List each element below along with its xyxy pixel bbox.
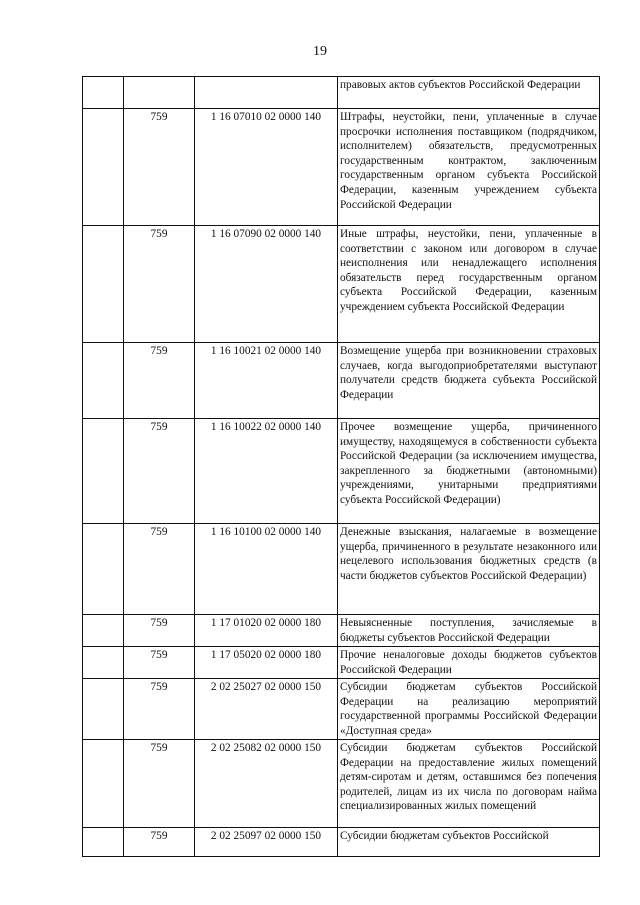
empty-cell [83, 419, 124, 524]
kbk-code-cell: 1 16 10100 02 0000 140 [195, 524, 338, 615]
table-row [83, 679, 600, 740]
admin-code-cell: 759 [124, 419, 195, 524]
empty-cell [83, 740, 124, 828]
budget-revenue-table [82, 76, 600, 857]
kbk-code-cell [195, 77, 338, 109]
admin-code-cell [124, 77, 195, 109]
revenue-name-cell: правовых актов субъектов Российской Федерации [338, 77, 600, 109]
revenue-name-cell: Субсидии бюджетам субъектов Российской Федерации на предоставление жилых помещений детям-сиротам и детям, оставшимся без попечения родителей, лицам из их числа по договорам найма специализированных жилых помещений [338, 740, 600, 828]
revenue-name-cell: Субсидии бюджетам субъектов Российской [338, 828, 600, 857]
empty-cell [83, 109, 124, 226]
table-row [83, 740, 600, 828]
revenue-name-cell: Денежные взыскания, налагаемые в возмещение ущерба, причиненного в результате незаконного или нецелевого использования бюджетных средств (в части бюджетов субъектов Российской Федерации) [338, 524, 600, 615]
admin-code-cell: 759 [124, 109, 195, 226]
kbk-code-cell: 2 02 25027 02 0000 150 [195, 679, 338, 740]
admin-code-cell: 759 [124, 679, 195, 740]
empty-cell [83, 647, 124, 679]
admin-code-cell: 759 [124, 226, 195, 343]
revenue-name-cell: Прочее возмещение ущерба, причиненного имуществу, находящемуся в собственности субъекта Российской Федерации (за исключением имущества, закрепленного за бюджетными (автономными) учреждениями, унитарными предприятиями субъекта Российской Федерации) [338, 419, 600, 524]
revenue-name-cell: Иные штрафы, неустойки, пени, уплаченные в соответствии с законом или договором в случае неисполнения или ненадлежащего исполнения обязательств перед государственным органом субъекта Российской Федерации, казенным учреждением субъекта Российской Федерации [338, 226, 600, 343]
admin-code-cell: 759 [124, 615, 195, 647]
table-row [83, 419, 600, 524]
kbk-code-cell: 1 16 10021 02 0000 140 [195, 343, 338, 419]
empty-cell [83, 615, 124, 647]
empty-cell [83, 679, 124, 740]
table-row [83, 77, 600, 109]
table-row [83, 343, 600, 419]
empty-cell [83, 828, 124, 857]
admin-code-cell: 759 [124, 524, 195, 615]
revenue-name-cell: Субсидии бюджетам субъектов Российской Федерации на реализацию мероприятий государственной программы Российской Федерации «Доступная среда» [338, 679, 600, 740]
kbk-code-cell: 1 16 07010 02 0000 140 [195, 109, 338, 226]
table-row [83, 615, 600, 647]
kbk-code-cell: 1 17 01020 02 0000 180 [195, 615, 338, 647]
table-row [83, 647, 600, 679]
page-number: 19 [313, 44, 327, 59]
kbk-code-cell: 1 17 05020 02 0000 180 [195, 647, 338, 679]
admin-code-cell: 759 [124, 828, 195, 857]
kbk-code-cell: 2 02 25082 02 0000 150 [195, 740, 338, 828]
revenue-name-cell: Прочие неналоговые доходы бюджетов субъектов Российской Федерации [338, 647, 600, 679]
revenue-name-cell: Штрафы, неустойки, пени, уплаченные в случае просрочки исполнения поставщиком (подрядчиком, исполнителем) обязательств, предусмотренных государственным контрактом, заключенным государственным органом субъекта Российской Федерации, казенным учреждением субъекта Российской Федерации [338, 109, 600, 226]
table-row [83, 109, 600, 226]
revenue-name-cell: Невыясненные поступления, зачисляемые в бюджеты субъектов Российской Федерации [338, 615, 600, 647]
kbk-code-cell: 1 16 07090 02 0000 140 [195, 226, 338, 343]
empty-cell [83, 343, 124, 419]
admin-code-cell: 759 [124, 740, 195, 828]
admin-code-cell: 759 [124, 647, 195, 679]
admin-code-cell: 759 [124, 343, 195, 419]
empty-cell [83, 226, 124, 343]
kbk-code-cell: 1 16 10022 02 0000 140 [195, 419, 338, 524]
revenue-name-cell: Возмещение ущерба при возникновении страховых случаев, когда выгодоприобретателями выступают получатели средств бюджета субъекта Российской Федерации [338, 343, 600, 419]
kbk-code-cell: 2 02 25097 02 0000 150 [195, 828, 338, 857]
table-row [83, 828, 600, 857]
table-row [83, 524, 600, 615]
empty-cell [83, 77, 124, 109]
table-row [83, 226, 600, 343]
empty-cell [83, 524, 124, 615]
